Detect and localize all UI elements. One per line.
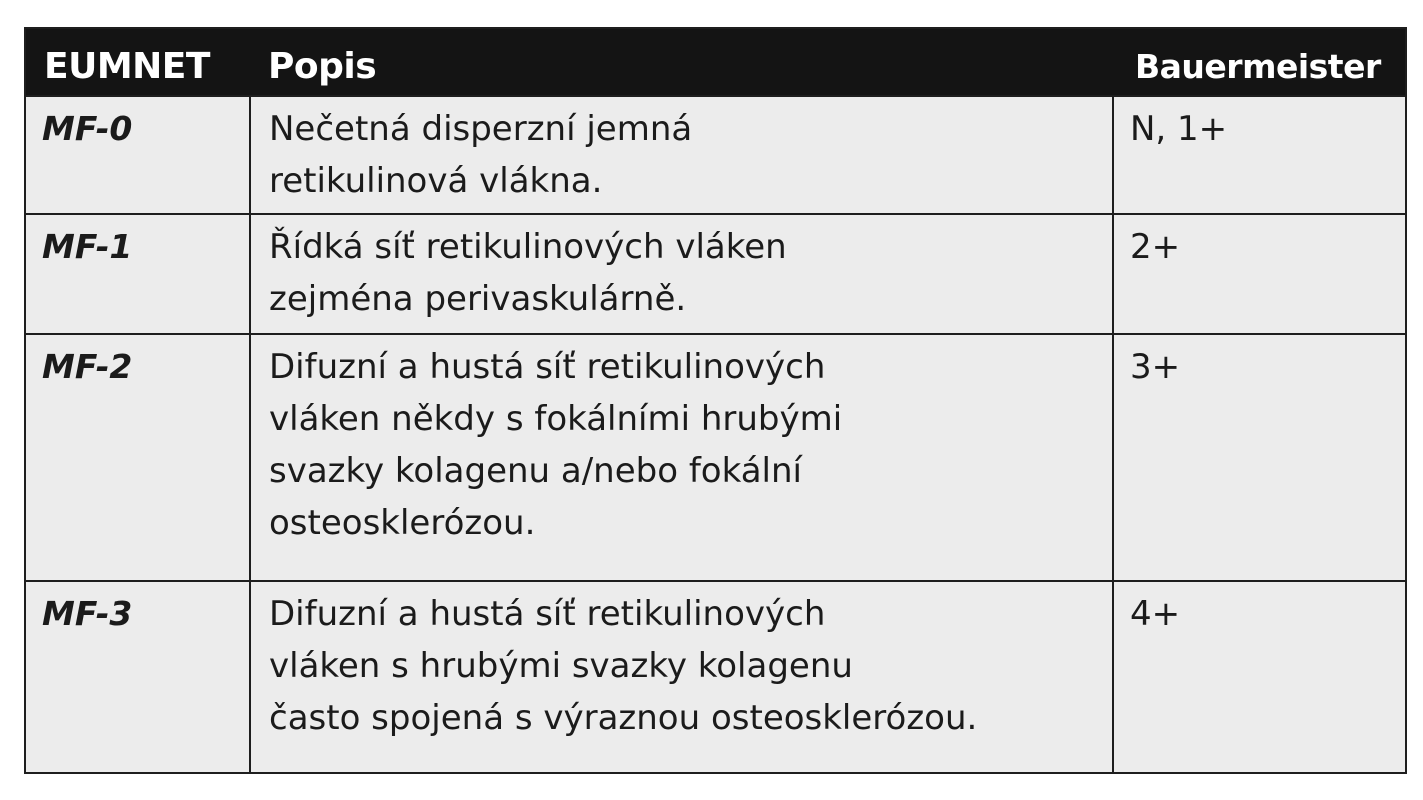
row-description — [250, 581, 1113, 774]
row-description — [250, 214, 1113, 334]
description-line: vláken někdy s fokálními hrubými — [269, 399, 843, 439]
table-row — [26, 334, 1405, 581]
description-line: osteosklerózou. — [269, 503, 536, 543]
fibrosis-grading-table — [24, 27, 1407, 774]
grading-table — [26, 29, 1405, 774]
description-line: Difuzní a hustá síť retikulinových — [269, 594, 826, 634]
row-code: MF-0 — [26, 96, 250, 214]
description-line: často spojená s výraznou osteosklerózou. — [269, 698, 978, 738]
header-popis: Popis — [268, 45, 377, 87]
description-line: retikulinová vlákna. — [269, 161, 603, 201]
description-line: zejména perivaskulárně. — [269, 279, 687, 319]
table-row — [26, 214, 1405, 334]
description-line: Nečetná disperzní jemná — [269, 109, 693, 149]
row-code: MF-1 — [26, 214, 250, 334]
table-body — [26, 96, 1405, 774]
table-row — [26, 96, 1405, 214]
row-grade: 4+ — [1113, 581, 1405, 774]
description-line: vláken s hrubými svazky kolagenu — [269, 646, 853, 686]
row-grade: 3+ — [1113, 334, 1405, 581]
header-eumnet: EUMNET — [44, 45, 210, 87]
row-code: MF-3 — [26, 581, 250, 774]
description-line: Řídká síť retikulinových vláken — [269, 227, 787, 267]
row-grade: 2+ — [1113, 214, 1405, 334]
description-line: Difuzní a hustá síť retikulinových — [269, 347, 826, 387]
table-row — [26, 581, 1405, 774]
header-row — [26, 29, 1405, 96]
table-header — [26, 29, 1405, 96]
row-grade: N, 1+ — [1113, 96, 1405, 214]
row-description — [250, 96, 1113, 214]
row-code: MF-2 — [26, 334, 250, 581]
row-description — [250, 334, 1113, 581]
header-bauermeister: Bauermeister — [1135, 46, 1381, 86]
description-line: svazky kolagenu a/nebo fokální — [269, 451, 802, 491]
